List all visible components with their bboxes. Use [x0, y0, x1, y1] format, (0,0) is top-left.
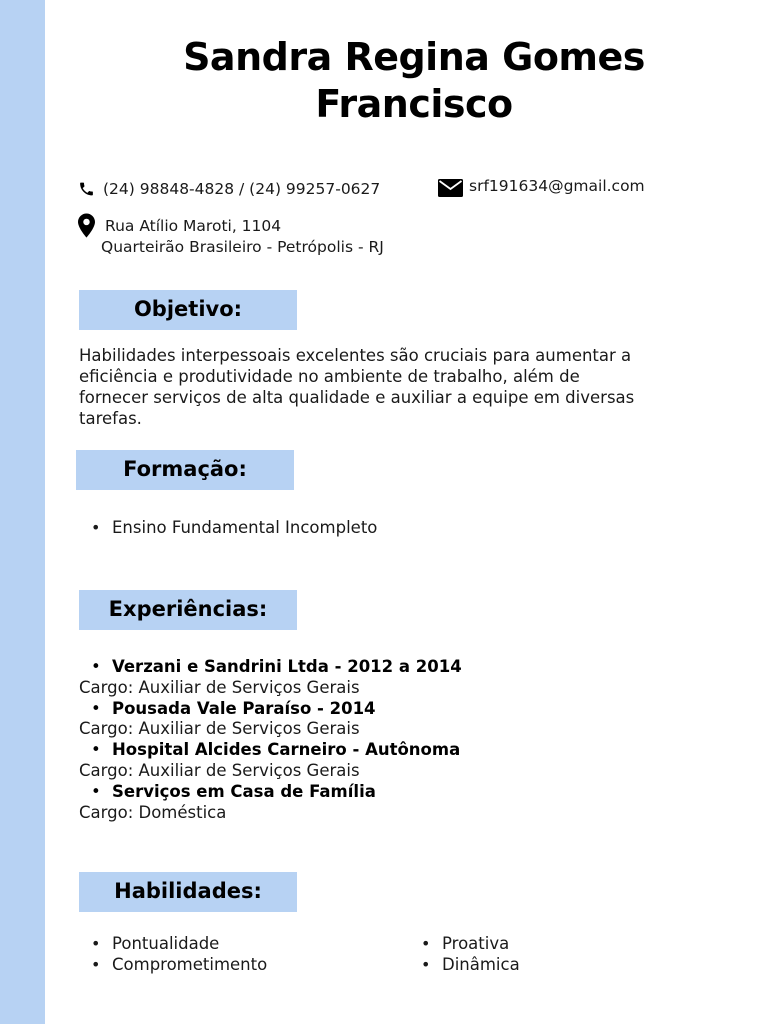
candidate-name [60, 34, 768, 128]
list-item: • Dinâmica [409, 954, 520, 975]
experience-list [79, 657, 719, 823]
experience-role: Cargo: Auxiliar de Serviços Gerais [79, 719, 360, 739]
objective-line: eficiência e produtividade no ambiente de trabalho, além de [79, 367, 580, 386]
skills-list-right [409, 933, 520, 975]
phone-numbers: (24) 98848-4828 / (24) 99257-0627 [103, 180, 381, 198]
address-line-1: Rua Atílio Maroti, 1104 [105, 217, 282, 235]
experience-company: • Pousada Vale Paraíso - 2014 [79, 699, 719, 720]
objective-line: fornecer serviços de alta qualidade e auxiliar a equipe em diversas [79, 388, 635, 407]
objective-heading: Objetivo: [79, 290, 297, 330]
list-item: • Comprometimento [79, 954, 267, 975]
experience-company: • Hospital Alcides Carneiro - Autônoma [79, 740, 719, 761]
skills-list-left [79, 933, 267, 975]
education-heading: Formação: [76, 450, 294, 490]
name-line-1: Sandra Regina Gomes [183, 35, 645, 79]
experience-company: • Verzani e Sandrini Ltda - 2012 a 2014 [79, 657, 719, 678]
education-list [79, 517, 377, 538]
email-address: srf191634@gmail.com [469, 177, 645, 195]
experience-role: Cargo: Auxiliar de Serviços Gerais [79, 677, 360, 697]
side-accent-bar [0, 0, 45, 1024]
address-line-2: Quarteirão Brasileiro - Petrópolis - RJ [101, 238, 384, 256]
list-item: • Ensino Fundamental Incompleto [79, 517, 377, 538]
address [101, 216, 384, 258]
objective-line: tarefas. [79, 409, 142, 428]
phone-icon [78, 179, 95, 199]
envelope-icon [438, 179, 463, 197]
list-item: • Pontualidade [79, 933, 267, 954]
experience-role: Cargo: Doméstica [79, 802, 227, 822]
map-pin-icon [78, 213, 95, 238]
experience-company: • Serviços em Casa de Família [79, 782, 719, 803]
objective-text [79, 345, 679, 429]
list-item: • Proativa [409, 933, 520, 954]
experience-role: Cargo: Auxiliar de Serviços Gerais [79, 760, 360, 780]
experience-heading: Experiências: [79, 590, 297, 630]
skills-heading: Habilidades: [79, 872, 297, 912]
name-line-2: Francisco [315, 82, 513, 126]
objective-line: Habilidades interpessoais excelentes são cruciais para aumentar a [79, 346, 632, 365]
